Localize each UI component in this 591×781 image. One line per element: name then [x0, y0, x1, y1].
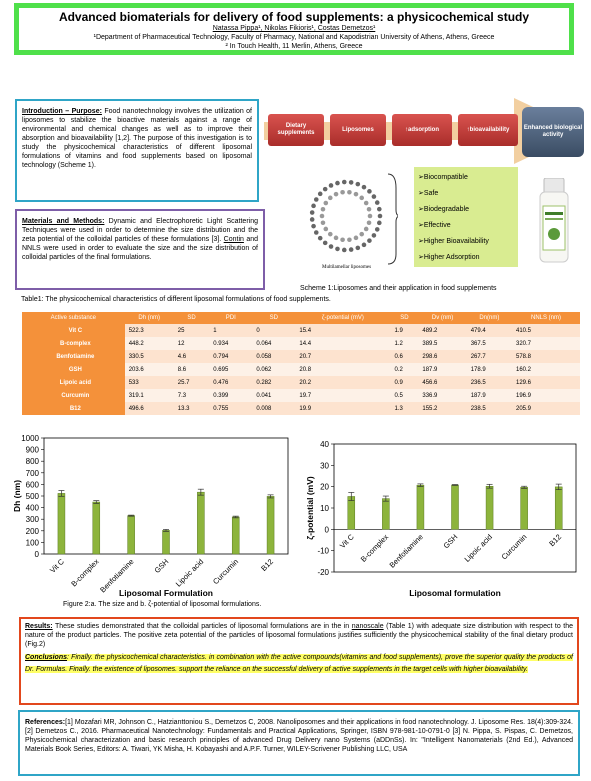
lipid-head-shape [318, 236, 323, 241]
table-header: SD [252, 312, 295, 324]
introduction-box [15, 99, 259, 202]
x-tick-label: Curcumin [499, 532, 529, 562]
data-bar [267, 496, 274, 554]
table-cell: 129.6 [512, 376, 580, 389]
results-text-1: These studies demonstrated that the colloidal particles of liposomal formulations are in the in [52, 623, 352, 630]
lipid-head-shape [368, 214, 373, 219]
table-header: NNLS (nm) [512, 312, 580, 324]
conclusions-heading: Conclusions [25, 654, 68, 661]
affiliation-1: ¹Department of Pharmaceutical Technology, Faculty of Pharmacy, National and Kapodistrian University of Athens, Athens, Greece [93, 34, 495, 41]
lipid-head-shape [340, 237, 345, 242]
lipid-head-shape [342, 180, 347, 185]
references-heading: References: [25, 719, 66, 726]
lipid-head-shape [354, 192, 359, 197]
authors: Natassa Pippa¹, Nikolas Fikioris¹, Costas Demetzos¹ [212, 25, 376, 32]
table-cell: 187.9 [418, 363, 466, 376]
x-tick-label: B-complex [358, 532, 391, 564]
lipid-head-shape [321, 220, 326, 225]
table-cell: 25.7 [174, 376, 210, 389]
lipid-head-shape [328, 196, 333, 201]
data-bar [382, 499, 389, 530]
table-cell: 19.9 [295, 402, 390, 415]
introduction-heading: Introduction – Purpose: [22, 108, 102, 115]
table-cell: 0.9 [390, 376, 418, 389]
table-cell: 298.6 [418, 350, 466, 363]
poster-header [14, 3, 574, 55]
data-bar [452, 485, 459, 529]
y-tick-label: 600 [25, 480, 39, 490]
table-cell: 13.3 [174, 402, 210, 415]
liposome-bilayer [310, 180, 382, 253]
brace-shape [388, 174, 398, 264]
table-row [22, 350, 580, 363]
lipid-head-shape [323, 241, 328, 246]
scheme-caption: Scheme 1:Liposomes and their application in food supplements [300, 285, 497, 292]
table-header-row [22, 312, 580, 324]
lipid-head-shape [318, 192, 323, 197]
lipid-head-shape [347, 237, 352, 242]
lipid-head-shape [349, 247, 354, 252]
x-tick-label: B12 [547, 532, 564, 549]
table-header: Dh (nm) [125, 312, 174, 324]
lipid-head-shape [362, 243, 367, 248]
lipid-head-shape [329, 244, 334, 249]
lipid-head-shape [362, 185, 367, 190]
table-cell: 0.058 [252, 350, 295, 363]
table-header: SD [174, 312, 210, 324]
y-tick-label: 400 [25, 503, 39, 513]
table-cell: 7.3 [174, 389, 210, 402]
introduction-text: Food nanotechnology involves the utilization of liposomes to stabilize the bioactive materials against a range of environmental and chemical changes as well as to improve their absorption and bioavailability [1,2]. The purpose of this investigation is to study the physicochemical characteristics of different liposomal formulations of vitamins and food supplements based on liposomal technology (Scheme 1). [22, 108, 252, 169]
references-box [18, 710, 580, 776]
lipid-head-shape [335, 247, 340, 252]
table-cell: 1.9 [390, 324, 418, 337]
table-row [22, 389, 580, 402]
data-bar [348, 496, 355, 529]
table-cell: 8.6 [174, 363, 210, 376]
lipid-head-shape [324, 227, 329, 232]
x-tick-label: GSH [152, 557, 171, 575]
table-cell: 160.2 [512, 363, 580, 376]
y-tick-label: 500 [25, 492, 39, 501]
lipid-head-shape [314, 230, 319, 235]
y-tick-label: 300 [25, 515, 39, 525]
lipid-head-shape [334, 236, 339, 241]
table-cell: 0.062 [252, 363, 295, 376]
lipid-head-shape [310, 210, 315, 215]
table-cell: 238.5 [467, 402, 512, 415]
lipid-head-shape [359, 232, 364, 237]
lipid-head-shape [367, 207, 372, 212]
table-cell: 522.3 [125, 324, 174, 337]
property-item: ➢Biocompatible [418, 174, 468, 181]
y-tick-label: 0 [324, 525, 329, 535]
y-tick-label: 30 [320, 461, 329, 471]
table-cell: 0.755 [209, 402, 252, 415]
results-heading: Results: [25, 623, 53, 630]
lipid-head-shape [349, 180, 354, 185]
data-bar [555, 487, 562, 529]
lipid-head-shape [375, 200, 380, 205]
table-row-label: Lipoic acid [22, 376, 125, 389]
table-cell: 14.4 [295, 337, 390, 350]
y-tick-label: 40 [320, 440, 329, 449]
table-cell: 1 [209, 324, 252, 337]
table-cell: 496.6 [125, 402, 174, 415]
lipid-head-shape [356, 246, 361, 251]
methods-text-1: Dynamic and Electrophoretic Light Scattering Techniques were used in order to determine the size distribution and the zeta potential of the colloidal particles of these formulations [3]. [22, 218, 258, 243]
table-cell: 155.2 [418, 402, 466, 415]
table-cell: 1.2 [390, 337, 418, 350]
table-caption: Table1: The physicochemical characteristics of different liposomal formulations of food supplements. [21, 296, 331, 303]
table-cell: 0.794 [209, 350, 252, 363]
lipid-head-shape [342, 248, 347, 253]
table-cell: 0.5 [390, 389, 418, 402]
table-row [22, 402, 580, 415]
table-row [22, 376, 580, 389]
references-text: [1] Mozafari MR, Johnson C., Hatzianttoniou S., Demetzos C, 2008. Nanoliposomes and their applications in food nanotechnology. J. Liposome Res. 18(4):309-324. [2] Demetzos C., 2016. Pharmaceutical Nanotechnology: Fundamentals and Practical Applications, Springer, ISBN 978-981-10-0791-0 [3] N. Pippa, S. Pispas, C. Demetzos, Physicochemical characterization and basic research principles of advanced Drug Delivery nano Systems (aDDnSs). In: "Intelligent Nanomaterials (2nd Ed.), Advanced Materials Book Series, Editors: A. Tiwari, YK Misha, H. Kobayashi and A.P.F. Turner, WILEY-Scrivener Publishing LLC, USA [25, 719, 573, 753]
step-enhanced-activity: Enhanced biological activity [522, 107, 584, 157]
property-item: ➢Effective [418, 222, 451, 229]
table-cell: 0.695 [209, 363, 252, 376]
step-dietary-supplements: Dietary supplements [268, 114, 324, 146]
table-cell: 25 [174, 324, 210, 337]
table-cell: 456.6 [418, 376, 466, 389]
step-liposomes: Liposomes [330, 114, 386, 146]
y-tick-label: -10 [317, 546, 329, 556]
table-cell: 203.6 [125, 363, 174, 376]
x-tick-label: Vit C [48, 557, 66, 575]
table-row-label: Vit C [22, 324, 125, 337]
methods-text-2: and NNLS were used in order to evaluate the size and the size distribution of colloidal particles of the final formulations. [22, 236, 259, 261]
methods-box [15, 209, 265, 290]
table-cell: 20.8 [295, 363, 390, 376]
lipid-head-shape [334, 192, 339, 197]
property-item: ➢Biodegradable [418, 206, 470, 213]
step-adsorption: ↑adsorption [392, 114, 452, 146]
table-row [22, 363, 580, 376]
table-cell: 19.7 [295, 389, 390, 402]
x-tick-label: GSH [441, 532, 460, 551]
methods-heading: Materials and Methods: [22, 218, 105, 225]
liposome-properties-list [414, 167, 518, 267]
lipid-head-shape [354, 236, 359, 241]
table-cell: 0.934 [209, 337, 252, 350]
table-cell: 205.9 [512, 402, 580, 415]
table-row-label: B-complex [22, 337, 125, 350]
table-cell: 196.9 [512, 389, 580, 402]
lipid-head-shape [364, 201, 369, 206]
property-item: ➢Higher Bioavailability [418, 238, 489, 245]
lipid-head-shape [347, 190, 352, 195]
table-cell: 4.6 [174, 350, 210, 363]
data-bar [128, 516, 135, 554]
lipid-head-shape [340, 190, 345, 195]
table-header: PDI [209, 312, 252, 324]
table-row-label: GSH [22, 363, 125, 376]
data-bar [93, 502, 100, 554]
y-tick-label: 20 [320, 482, 329, 492]
data-bar [232, 517, 239, 554]
table-row [22, 324, 580, 337]
x-tick-label: B12 [259, 557, 275, 573]
table-cell: 578.8 [512, 350, 580, 363]
zeta-bar-chart [304, 436, 580, 600]
figure-caption: Figure 2:a. The size and b. ζ-potential of liposomal formulations. [63, 601, 262, 608]
table-cell: 187.9 [467, 389, 512, 402]
table-cell: 330.5 [125, 350, 174, 363]
table-cell: 389.5 [418, 337, 466, 350]
liposome-illustration [308, 168, 398, 268]
table-row-label: B12 [22, 402, 125, 415]
conclusions-block [25, 652, 573, 676]
results-text-2: (Table 1) with adequate size distribution with respect to the nature of the product particles. The positive zeta potential of the particles of liposomal formulations justifies sufficiently the physicochemical stability of the final dietary product (Fig.2) [25, 623, 574, 648]
table-cell: 15.4 [295, 324, 390, 337]
lipid-head-shape [377, 207, 382, 212]
table-cell: 0.064 [252, 337, 295, 350]
y-tick-label: 200 [25, 526, 39, 536]
lipid-head-shape [311, 204, 316, 209]
table-cell: 533 [125, 376, 174, 389]
table-cell: 336.9 [418, 389, 466, 402]
table-header: ζ-potential (mV) [295, 312, 390, 324]
methods-text-contin: Contin [223, 236, 244, 243]
table-cell: 489.2 [418, 324, 466, 337]
y-tick-label: 900 [25, 445, 39, 455]
table-cell: 448.2 [125, 337, 174, 350]
y-axis-label: Dh (nm) [12, 479, 22, 513]
x-tick-label: Benfotiamine [98, 557, 136, 595]
step-bioavailability: ↑bioavailability [458, 114, 518, 146]
property-item: ➢Safe [418, 190, 439, 197]
dh-bar-chart [10, 432, 292, 600]
lipid-head-shape [372, 194, 377, 199]
table-cell: 178.9 [467, 363, 512, 376]
conclusions-text: : Finally. the physicochemical characteristics. in combination with the active compounds(vitamins and food supplements), prove the superior quality the products of Dr. Formulas. Finally. the existence of liposomes. support the reliance on the successful delivery of active supplements in the target cells with higher bioavailability. [25, 654, 573, 673]
table-header: Dv (nm) [418, 312, 466, 324]
results-box [19, 617, 579, 705]
data-bar [417, 485, 424, 529]
table-header: Dn(nm) [467, 312, 512, 324]
table-cell: 0.399 [209, 389, 252, 402]
table-cell: 0.282 [252, 376, 295, 389]
lipid-head-shape [335, 181, 340, 186]
table-header: SD [390, 312, 418, 324]
x-tick-label: Lipoic acid [173, 557, 206, 589]
lipid-head-shape [311, 224, 316, 229]
y-axis-label: ζ-potential (mV) [305, 476, 315, 540]
y-tick-label: -20 [317, 568, 329, 577]
y-tick-label: 10 [320, 504, 329, 513]
table-cell: 267.7 [467, 350, 512, 363]
table-cell: 410.5 [512, 324, 580, 337]
y-tick-label: 1000 [21, 434, 39, 443]
lipid-head-shape [324, 201, 329, 206]
table-cell: 20.2 [295, 376, 390, 389]
property-item: ➢Higher Adsorption [418, 254, 480, 261]
lipid-head-shape [375, 227, 380, 232]
table-cell: 20.7 [295, 350, 390, 363]
lipid-head-shape [378, 214, 383, 219]
data-bar [197, 492, 204, 554]
table-cell: 0.2 [390, 363, 418, 376]
x-tick-label: Lipoic acid [462, 532, 494, 564]
results-text-nanoscale: nanoscale [351, 623, 384, 630]
lipid-head-shape [367, 220, 372, 225]
data-bar [486, 486, 493, 529]
table-cell: 320.7 [512, 337, 580, 350]
table-cell: 0.041 [252, 389, 295, 402]
lipid-head-shape [328, 232, 333, 237]
table-cell: 0 [252, 324, 295, 337]
x-tick-label: Vit C [337, 532, 356, 551]
x-tick-label: Benfotiamine [387, 532, 425, 570]
lipid-head-shape [329, 183, 334, 188]
table-body [22, 324, 580, 415]
product-bottle-image [534, 178, 574, 264]
table-cell: 0.008 [252, 402, 295, 415]
lipid-head-shape [323, 187, 328, 192]
x-tick-label: B-complex [69, 557, 101, 589]
lipid-head-shape [364, 227, 369, 232]
lipid-head-shape [321, 207, 326, 212]
lipid-head-shape [367, 189, 372, 194]
x-tick-label: Curcumin [211, 557, 241, 587]
lipid-head-shape [310, 217, 315, 222]
lipid-head-shape [314, 197, 319, 202]
table-cell: 479.4 [467, 324, 512, 337]
table-cell: 1.3 [390, 402, 418, 415]
table-row [22, 337, 580, 350]
lipid-head-shape [320, 214, 325, 219]
table-cell: 236.5 [467, 376, 512, 389]
lipid-head-shape [377, 221, 382, 226]
data-bar [58, 493, 65, 554]
y-tick-label: 800 [25, 457, 39, 467]
affiliation-2: ² In Touch Health, 11 Merlin, Athens, Greece [225, 43, 363, 50]
table-cell: 12 [174, 337, 210, 350]
data-bar [521, 487, 528, 529]
data-bar [163, 530, 170, 554]
poster-title: Advanced biomaterials for delivery of food supplements: a physicochemical study [58, 10, 530, 24]
lipid-head-shape [356, 182, 361, 187]
x-axis-label: Liposomal formulation [409, 588, 501, 598]
lipid-head-shape [372, 233, 377, 238]
table-cell: 367.5 [467, 337, 512, 350]
table-row-label: Benfotiamine [22, 350, 125, 363]
table-row-label: Curcumin [22, 389, 125, 402]
lipid-head-shape [367, 238, 372, 243]
table-cell: 0.6 [390, 350, 418, 363]
characteristics-table [22, 312, 580, 415]
x-axis-label: Liposomal Formulation [119, 588, 213, 598]
table-cell: 0.476 [209, 376, 252, 389]
table-cell: 319.1 [125, 389, 174, 402]
liposome-label: Multilamellar liposomes [322, 265, 372, 270]
table-header: Active substance [22, 312, 125, 324]
y-tick-label: 0 [34, 550, 39, 559]
y-tick-label: 100 [25, 538, 39, 548]
y-tick-label: 700 [25, 468, 39, 478]
lipid-head-shape [359, 196, 364, 201]
